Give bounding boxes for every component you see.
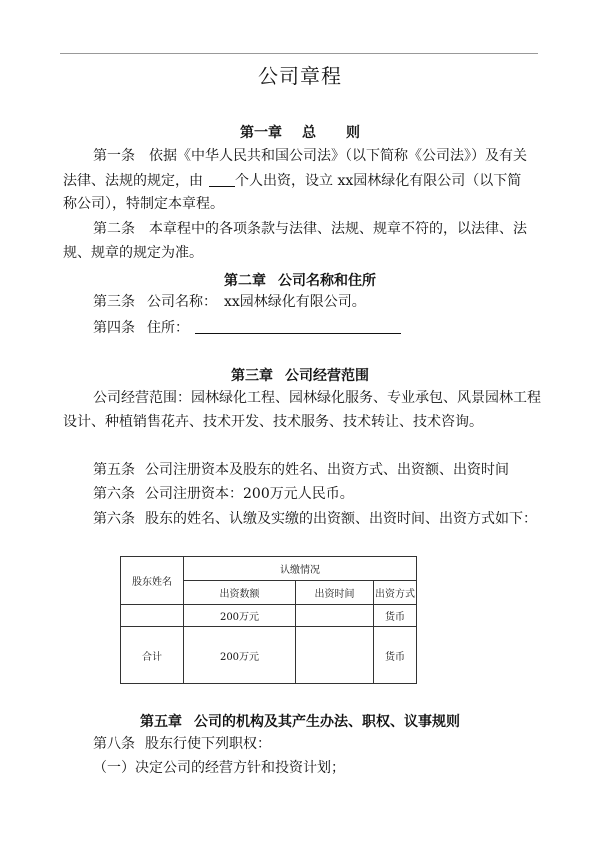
article-4-text: 住所： — [147, 320, 189, 336]
article-3-label: 第三条 — [93, 294, 135, 310]
row-time-cell — [296, 605, 374, 627]
table-total-row — [121, 627, 417, 684]
chapter-5-heading — [0, 711, 600, 731]
row-amount-cell: 200万元 — [184, 605, 296, 627]
chapter-1-title-b: 则 — [346, 125, 360, 141]
chapter-1-heading — [0, 122, 600, 142]
capital-contribution-table — [120, 556, 417, 684]
chapter-5-number: 第五章 — [140, 714, 182, 730]
row-name-cell — [121, 605, 184, 627]
chapter-1-title-a: 总 — [302, 125, 316, 141]
article-2-line-2: 规、规章的规定为准。 — [63, 245, 203, 261]
header-shareholder-name: 股东姓名 — [121, 557, 184, 605]
address-blank — [195, 319, 401, 334]
chapter-1-number: 第一章 — [240, 125, 282, 141]
article-1-text-a: 法律、法规的规定，由 — [63, 173, 203, 189]
article-6-label: 第六条 — [93, 486, 135, 502]
header-subscription: 认缴情况 — [184, 557, 417, 581]
article-5-label: 第五条 — [93, 462, 135, 478]
article-6-line — [93, 486, 354, 502]
row-method-cell: 货币 — [374, 605, 417, 627]
item-1-line: （一）决定公司的经营方针和投资计划； — [93, 760, 345, 776]
total-time-cell — [296, 627, 374, 684]
header-rule — [60, 53, 538, 54]
total-amount-cell: 200万元 — [184, 627, 296, 684]
header-time: 出资时间 — [296, 581, 374, 605]
article-8-text: 股东行使下列职权： — [145, 736, 271, 752]
total-method-cell: 货币 — [374, 627, 417, 684]
article-1-line-2 — [63, 172, 521, 189]
total-label-cell: 合计 — [121, 627, 184, 684]
article-8-label: 第八条 — [93, 736, 135, 752]
article-1-text-b: 个人出资，设立 xx园林绿化有限公司（以下简 — [235, 173, 522, 189]
document-title: 公司章程 — [258, 64, 342, 88]
chapter-2-title: 公司名称和住所 — [278, 273, 376, 289]
article-7-line — [93, 511, 537, 527]
article-8-line — [93, 736, 271, 752]
chapter-2-heading — [0, 270, 600, 290]
chapter-2-number: 第二章 — [224, 273, 266, 289]
scope-line-2: 设计、种植销售花卉、技术开发、技术服务、技术转让、技术咨询。 — [63, 414, 483, 430]
article-7-label: 第六条 — [93, 511, 135, 527]
chapter-3-heading — [0, 365, 600, 385]
table-row — [121, 605, 417, 627]
article-2-line-1: 第二条 本章程中的各项条款与法律、法规、规章不符的，以法律、法 — [93, 221, 527, 237]
article-1-line-3: 称公司），特制定本章程。 — [63, 196, 224, 212]
chapter-5-title: 公司的机构及其产生办法、职权、议事规则 — [194, 714, 460, 730]
article-5-text: 公司注册资本及股东的姓名、出资方式、出资额、出资时间 — [145, 462, 509, 478]
article-7-text: 股东的姓名、认缴及实缴的出资额、出资时间、出资方式如下： — [145, 511, 537, 527]
article-3-text: 公司名称： xx园林绿化有限公司。 — [147, 294, 366, 310]
article-6-text: 公司注册资本：200万元人民币。 — [145, 486, 354, 502]
chapter-3-title: 公司经营范围 — [285, 368, 369, 384]
article-3-line — [93, 294, 366, 310]
article-5-line — [93, 462, 509, 478]
article-1-line-1: 第一条 依据《中华人民共和国公司法》（以下简称《公司法》）及有关 — [93, 148, 527, 164]
article-4-line — [93, 319, 401, 336]
investor-count-blank — [209, 172, 235, 187]
chapter-3-number: 第三章 — [231, 368, 273, 384]
header-method: 出资方式 — [374, 581, 417, 605]
scope-line-1: 公司经营范围：园林绿化工程、园林绿化服务、专业承包、风景园林工程 — [93, 390, 541, 406]
article-4-label: 第四条 — [93, 320, 135, 336]
header-amount: 出资数额 — [184, 581, 296, 605]
